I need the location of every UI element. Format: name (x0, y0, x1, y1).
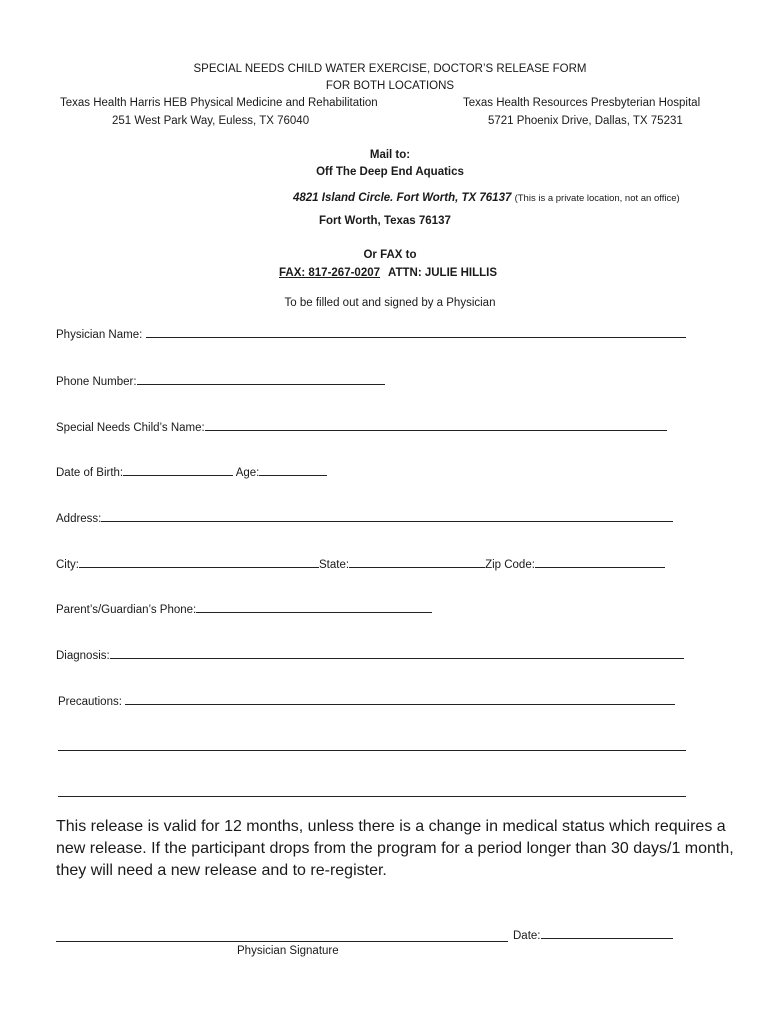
dob-field[interactable] (123, 464, 233, 476)
state-field[interactable] (349, 556, 485, 568)
age-field[interactable] (259, 464, 327, 476)
age-label: Age: (235, 467, 260, 479)
fax-label: Or FAX to (363, 249, 417, 261)
precautions-extra-line-1[interactable] (58, 750, 686, 751)
mail-address-row (293, 191, 680, 206)
validity-note: This release is valid for 12 months, unless there is a change in medical status which requires a new release. If the participant drops from the program for a period longer than 30 days/1 month, they will need a new release and to re-register. (56, 818, 734, 879)
city-field[interactable] (79, 556, 319, 568)
fax-number: FAX: 817-267-0207 (279, 267, 381, 279)
address-row (56, 510, 673, 526)
city-state-zip-row (56, 556, 665, 572)
guardian-phone-label: Parent’s/Guardian’s Phone: (56, 604, 197, 616)
dob-label: Date of Birth: (56, 467, 124, 479)
phone-number-field[interactable] (137, 373, 385, 385)
mail-label: Mail to: (369, 149, 411, 161)
phone-number-row (56, 373, 385, 389)
form-subtitle: FOR BOTH LOCATIONS (325, 80, 455, 92)
location-1-address: 251 West Park Way, Euless, TX 76040 (112, 115, 310, 127)
guardian-phone-field[interactable] (196, 601, 432, 613)
mail-address: 4821 Island Circle. Fort Worth, TX 76137 (293, 192, 512, 204)
precautions-extra-line-2[interactable] (58, 796, 686, 797)
precautions-field[interactable] (125, 693, 675, 705)
phone-number-label: Phone Number: (56, 376, 137, 388)
diagnosis-field[interactable] (110, 647, 684, 659)
physician-name-label: Physician Name: (56, 329, 143, 341)
dob-age-row (56, 464, 327, 480)
date-label: Date: (513, 930, 541, 942)
address-label: Address: (56, 513, 102, 525)
precautions-row (58, 693, 675, 709)
physician-name-field[interactable] (146, 326, 686, 338)
address-field[interactable] (101, 510, 673, 522)
mail-city: Fort Worth, Texas 76137 (319, 215, 451, 227)
zip-label: Zip Code: (485, 559, 535, 571)
location-2-address: 5721 Phoenix Drive, Dallas, TX 75231 (488, 115, 683, 127)
fax-attention: ATTN: JULIE HILLIS (388, 267, 498, 279)
form-title: SPECIAL NEEDS CHILD WATER EXERCISE, DOCTOR’S RELEASE FORM (193, 63, 587, 75)
city-label: City: (56, 559, 79, 571)
location-2-name: Texas Health Resources Presbyterian Hospital (463, 97, 701, 109)
instructions: To be filled out and signed by a Physician (284, 297, 496, 309)
child-name-field[interactable] (205, 419, 667, 431)
signature-caption: Physician Signature (237, 945, 339, 957)
date-row (513, 927, 673, 943)
physician-name-row (56, 326, 686, 342)
zip-field[interactable] (535, 556, 665, 568)
fax-row (279, 266, 497, 280)
child-name-label: Special Needs Child’s Name: (56, 422, 205, 434)
diagnosis-row (56, 647, 684, 663)
location-1-name: Texas Health Harris HEB Physical Medicine and Rehabilitation (60, 97, 378, 109)
child-name-row (56, 419, 667, 435)
mail-organization: Off The Deep End Aquatics (316, 166, 464, 178)
date-field[interactable] (541, 927, 673, 939)
guardian-phone-row (56, 601, 432, 617)
diagnosis-label: Diagnosis: (56, 650, 110, 662)
mail-address-note: (This is a private location, not an office) (514, 193, 680, 204)
state-label: State: (319, 559, 350, 571)
physician-signature-field[interactable] (56, 941, 508, 942)
precautions-label: Precautions: (58, 696, 122, 708)
